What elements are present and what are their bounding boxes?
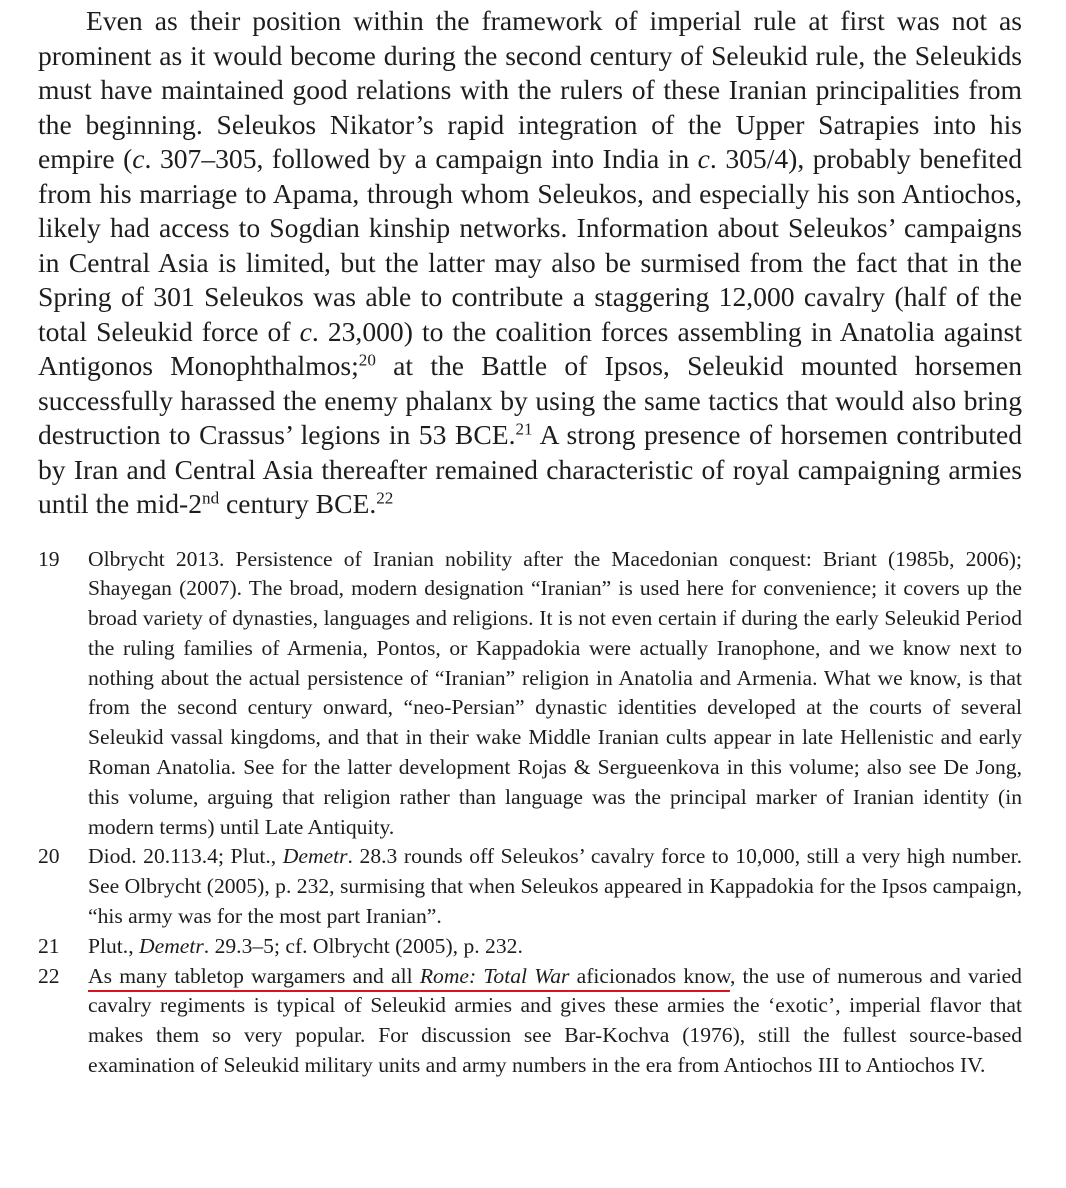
footnote-number: 21 <box>38 933 60 958</box>
main-text-2: . 307–305, followed by a campaign into India in <box>144 143 698 174</box>
highlight-text-a: As many tabletop wargamers and all <box>88 963 420 988</box>
main-text-6: A strong presence of horsemen contributed by Iran and Central Asia thereafter remained characteristic of royal campaigning armies until the mid-2 <box>38 419 1022 519</box>
ordinal-suffix: nd <box>202 488 220 508</box>
footnote-21 <box>38 932 1022 962</box>
footnote-22 <box>38 962 1022 1081</box>
work-title: Demetr <box>282 844 348 869</box>
footnote-20-text-a: Diod. 20.113.4; Plut., <box>88 844 283 869</box>
footnote-text <box>88 932 1022 962</box>
red-underlined-highlight <box>88 964 730 988</box>
footnote-ref-22[interactable]: 22 <box>376 488 394 508</box>
footnote-ref-20[interactable]: 20 <box>358 350 376 370</box>
footnote-21-text-b: . 29.3–5; cf. Olbrycht (2005), p. 232. <box>203 933 523 958</box>
circa-abbrev: c <box>132 143 145 174</box>
footnote-20 <box>38 842 1022 931</box>
circa-abbrev: c <box>299 315 312 347</box>
footnote-19 <box>38 545 1022 843</box>
main-text-1: Even as their position within the framework of imperial rule at first was not as prominent as it would become during the second century of Seleukid rule, the Seleukids must have maintained good relations with the rulers of these Iranian principalities from the beginning. Seleukos Nikator’s rapid integration of the Upper Satrapies into his empire ( <box>38 5 1022 174</box>
footnote-19-text: Olbrycht 2013. Persistence of Iranian nobility after the Macedonian conquest: Briant (1985b, 2006); Shayegan (2007). The broad, modern designation “Iranian” is used here for convenience; it covers up the broad variety of dynasties, languages and religions. It is not even certain if during the early Seleukid Period the ruling families of Armenia, Pontos, or Kappadokia were actually Iranophone, and we know next to nothing about the actual persistence of “Iranian” religion in Anatolia and Armenia. What we know, is that from the second century onward, “neo-Persian” dynastic identities developed at the courts of several Seleukid vassal kingdoms, and that in their wake Middle Iranian cults appear in late Hellenistic and early Roman Anatolia. See for the latter development Rojas & Sergueenkova in this volume; also see De Jong, this volume, arguing that religion rather than language was the principal marker of Iranian identity (in modern terms) until Late Antiquity. <box>88 546 1022 839</box>
footnote-number: 20 <box>38 844 60 869</box>
footnotes-section <box>38 545 1022 1081</box>
footnote-20-text-b: . 28.3 rounds off Seleukos’ cavalry force to 10,000, still a very high number. See Olbrycht (2005), p. 232, surmising that when Seleukos appeared in Kappadokia for the Ipsos campaign, “his army was for the most part Iranian”. <box>88 844 1022 929</box>
main-text-7: century BCE. <box>219 488 377 519</box>
main-paragraph <box>38 4 1022 522</box>
footnote-ref-21[interactable]: 21 <box>515 419 533 439</box>
footnote-number: 19 <box>38 546 60 571</box>
footnote-number: 22 <box>38 963 60 988</box>
footnote-text <box>88 962 1022 1081</box>
circa-abbrev: c <box>697 143 710 174</box>
highlight-text-b: aficionados know <box>569 963 730 988</box>
main-text-4: . 23,000) to the coalition forces assembling in Anatolia against Antigonos Monophthalmos; <box>38 315 1022 381</box>
footnote-text <box>88 842 1022 931</box>
main-text-3: . 305/4), probably benefited from his marriage to Apama, through whom Seleukos, and especially his son Antiochos, likely had access to Sogdian kinship networks. Information about Seleukos’ campaigns in Central Asia is limited, but the latter may also be surmised from the fact that in the Spring of 301 Seleukos was able to contribute a staggering 12,000 cavalry (half of the total Seleukid force of <box>38 143 1022 347</box>
footnote-text <box>88 545 1022 843</box>
footnote-22-text-rest: , the use of numerous and varied cavalry regiments is typical of Seleukid armies and gives these armies the ‘exotic’, imperial flavor that makes them so very popular. For discussion see Bar-Kochva (1976), still the fullest source-based examination of Seleukid military units and army numbers in the era from Antiochos III to Antiochos IV. <box>88 963 1022 1078</box>
footnote-21-text-a: Plut., <box>88 933 140 958</box>
work-title: Demetr <box>139 933 204 958</box>
main-text-5: at the Battle of Ipsos, Seleukid mounted horsemen successfully harassed the enemy phalanx by using the same tactics that would also bring destruction to Crassus’ legions in 53 BCE. <box>38 350 1022 450</box>
page <box>38 4 1022 1081</box>
game-title: Rome: Total War <box>419 963 570 988</box>
